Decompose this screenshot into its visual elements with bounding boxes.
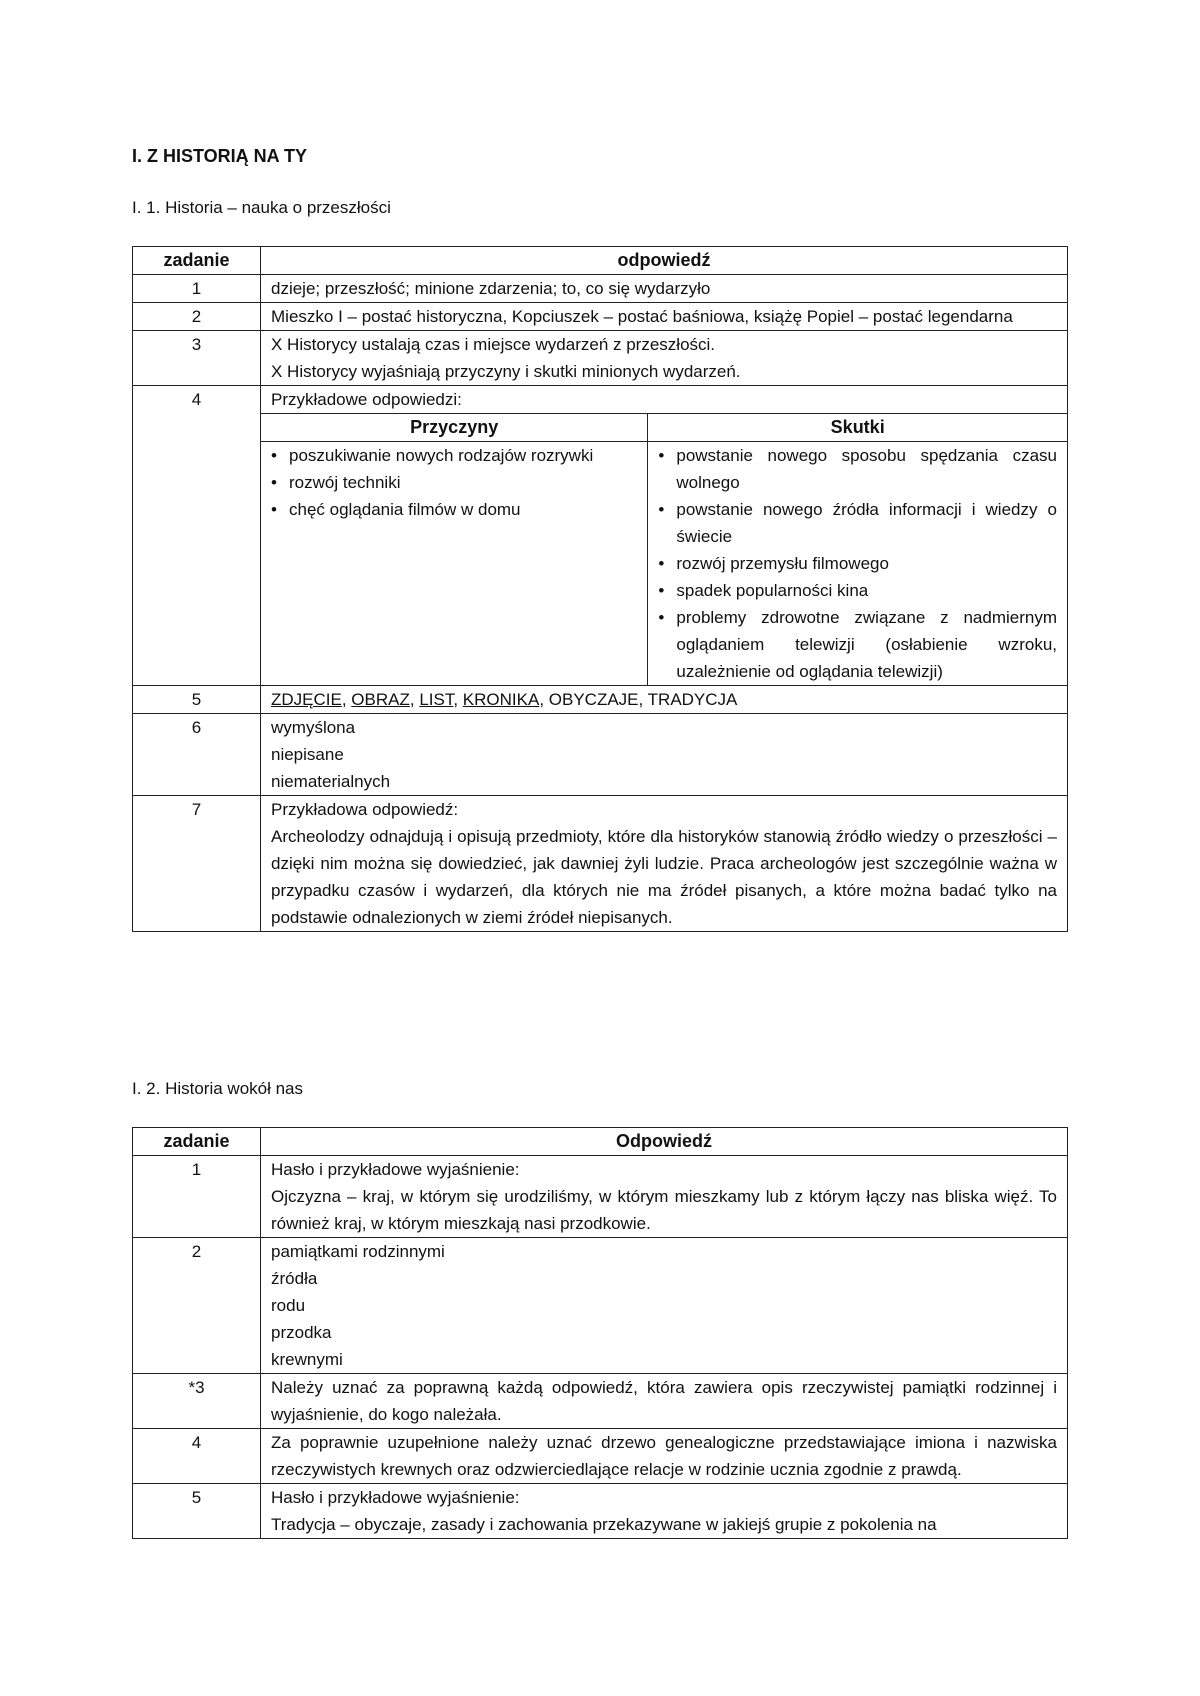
answer-cell: [261, 331, 1068, 386]
answer-line: źródła: [271, 1269, 318, 1288]
answer-line: X Historycy ustalają czas i miejsce wydarzeń z przeszłości.: [271, 335, 716, 354]
task-number: 5: [133, 1484, 261, 1539]
answer-line: pamiątkami rodzinnymi: [271, 1242, 445, 1261]
task-number: 4: [133, 386, 261, 686]
answer-line: niepisane: [271, 745, 344, 764]
answer-text: Archeolodzy odnajdują i opisują przedmioty, które dla historyków stanowią źródło wiedzy o przeszłości – dzięki nim można się dowiedzieć, jak dawniej żyli ludzie. Praca archeologów jest szczególnie ważna w przypadku czasów i wydarzeń, dla których nie ma źródeł pisanych, a które można badać tylko na podstawie odnalezionych w ziemi źródeł niepisanych.: [271, 827, 1057, 927]
column-header-task: zadanie: [133, 247, 261, 275]
list-item: • spadek popularności kina: [658, 577, 1057, 604]
list-item: • rozwój techniki: [271, 469, 637, 496]
answer-word: KRONIKA: [462, 690, 540, 709]
answer-line: wymyślona: [271, 718, 356, 737]
table-header-row: [133, 1128, 1068, 1156]
list-item: • problemy zdrowotne związane z nadmiernym oglądaniem telewizji (osłabienie wzroku, uzależnienie od oglądania telewizji): [658, 604, 1057, 685]
table-row: [133, 303, 1068, 331]
answer-cell: [261, 796, 1068, 932]
answer-cell: [261, 1484, 1068, 1539]
answer-text: Tradycja – obyczaje, zasady i zachowania przekazywane w jakiejś grupie z pokolenia na: [271, 1515, 937, 1534]
answer-line: rodu: [271, 1296, 306, 1315]
task-number: 5: [133, 686, 261, 714]
table-row: [133, 1374, 1068, 1429]
task-number: 4: [133, 1429, 261, 1484]
causes-list: [261, 442, 648, 686]
effects-header: Skutki: [648, 414, 1067, 442]
causes-header: Przyczyny: [261, 414, 648, 442]
table-row: [133, 714, 1068, 796]
table-header-row: [133, 247, 1068, 275]
table-row: [133, 1484, 1068, 1539]
list-item: • chęć oglądania filmów w domu: [271, 496, 637, 523]
table-row: [133, 1156, 1068, 1238]
section-2-table: [132, 1127, 1068, 1539]
answer-cell: [261, 386, 1068, 686]
table-row: [133, 331, 1068, 386]
section-1-table: [132, 246, 1068, 932]
answer-intro: Hasło i przykładowe wyjaśnienie:: [271, 1488, 520, 1507]
task-number: 2: [133, 1238, 261, 1374]
section-1-title: I. 1. Historia – nauka o przeszłości: [132, 198, 391, 217]
answer-text: Ojczyzna – kraj, w którym się urodziliśmy, w którym mieszkamy lub z którym łączy nas bliska więź. To również kraj, w którym mieszkają nasi przodkowie.: [271, 1187, 1057, 1233]
answer-text: dzieje; przeszłość; minione zdarzenia; to, co się wydarzyło: [261, 275, 1068, 303]
answer-word: OBRAZ: [351, 690, 410, 709]
answer-text: Należy uznać za poprawną każdą odpowiedź, która zawiera opis rzeczywistej pamiątki rodzinnej i wyjaśnienie, do kogo należała.: [261, 1374, 1068, 1429]
list-item: • powstanie nowego źródła informacji i wiedzy o świecie: [658, 496, 1057, 550]
column-header-task: zadanie: [133, 1128, 261, 1156]
answer-text: Za poprawnie uzupełnione należy uznać drzewo genealogiczne przedstawiające imiona i nazwiska rzeczywistych krewnych oraz odzwierciedlające relacje w rodzinie ucznia zgodnie z prawdą.: [261, 1429, 1068, 1484]
task-number: 3: [133, 331, 261, 386]
task-number: *3: [133, 1374, 261, 1429]
task-number: 1: [133, 1156, 261, 1238]
task-number: 2: [133, 303, 261, 331]
effects-list: [648, 442, 1067, 686]
table-row: [133, 386, 1068, 686]
column-header-answer: Odpowiedź: [261, 1128, 1068, 1156]
answer-intro: Przykładowe odpowiedzi:: [271, 390, 462, 409]
table-row: [133, 1429, 1068, 1484]
answer-cell: [261, 714, 1068, 796]
answer-line: przodka: [271, 1323, 332, 1342]
table-row: [133, 686, 1068, 714]
answer-cell: [261, 1156, 1068, 1238]
section-2-title: I. 2. Historia wokół nas: [132, 1079, 304, 1098]
list-item: • rozwój przemysłu filmowego: [658, 550, 1057, 577]
answer-intro: Hasło i przykładowe wyjaśnienie:: [271, 1160, 520, 1179]
answer-line: krewnymi: [271, 1350, 343, 1369]
column-header-answer: odpowiedź: [261, 247, 1068, 275]
task-number: 6: [133, 714, 261, 796]
list-item: • poszukiwanie nowych rodzajów rozrywki: [271, 442, 637, 469]
causes-effects-table: [261, 413, 1067, 685]
list-item: • powstanie nowego sposobu spędzania czasu wolnego: [658, 442, 1057, 496]
answer-line: X Historycy wyjaśniają przyczyny i skutki minionych wydarzeń.: [271, 362, 741, 381]
answer-text: Mieszko I – postać historyczna, Kopciuszek – postać baśniowa, książę Popiel – postać legendarna: [261, 303, 1068, 331]
answer-intro: Przykładowa odpowiedź:: [271, 800, 459, 819]
table-row: [133, 796, 1068, 932]
task-number: 7: [133, 796, 261, 932]
task-number: 1: [133, 275, 261, 303]
answer-cell: [261, 1238, 1068, 1374]
answer-word: LIST: [419, 690, 454, 709]
table-row: [133, 275, 1068, 303]
answer-word: ZDJĘCIE: [271, 690, 342, 709]
answer-line: niematerialnych: [271, 772, 391, 791]
document-title: I. Z HISTORIĄ NA TY: [132, 146, 308, 166]
answer-word: OBYCZAJE, TRADYCJA: [548, 690, 738, 709]
table-row: [133, 1238, 1068, 1374]
answer-cell: ZDJĘCIE, OBRAZ, LIST, KRONIKA, OBYCZAJE, TRADYCJA: [261, 686, 1068, 714]
